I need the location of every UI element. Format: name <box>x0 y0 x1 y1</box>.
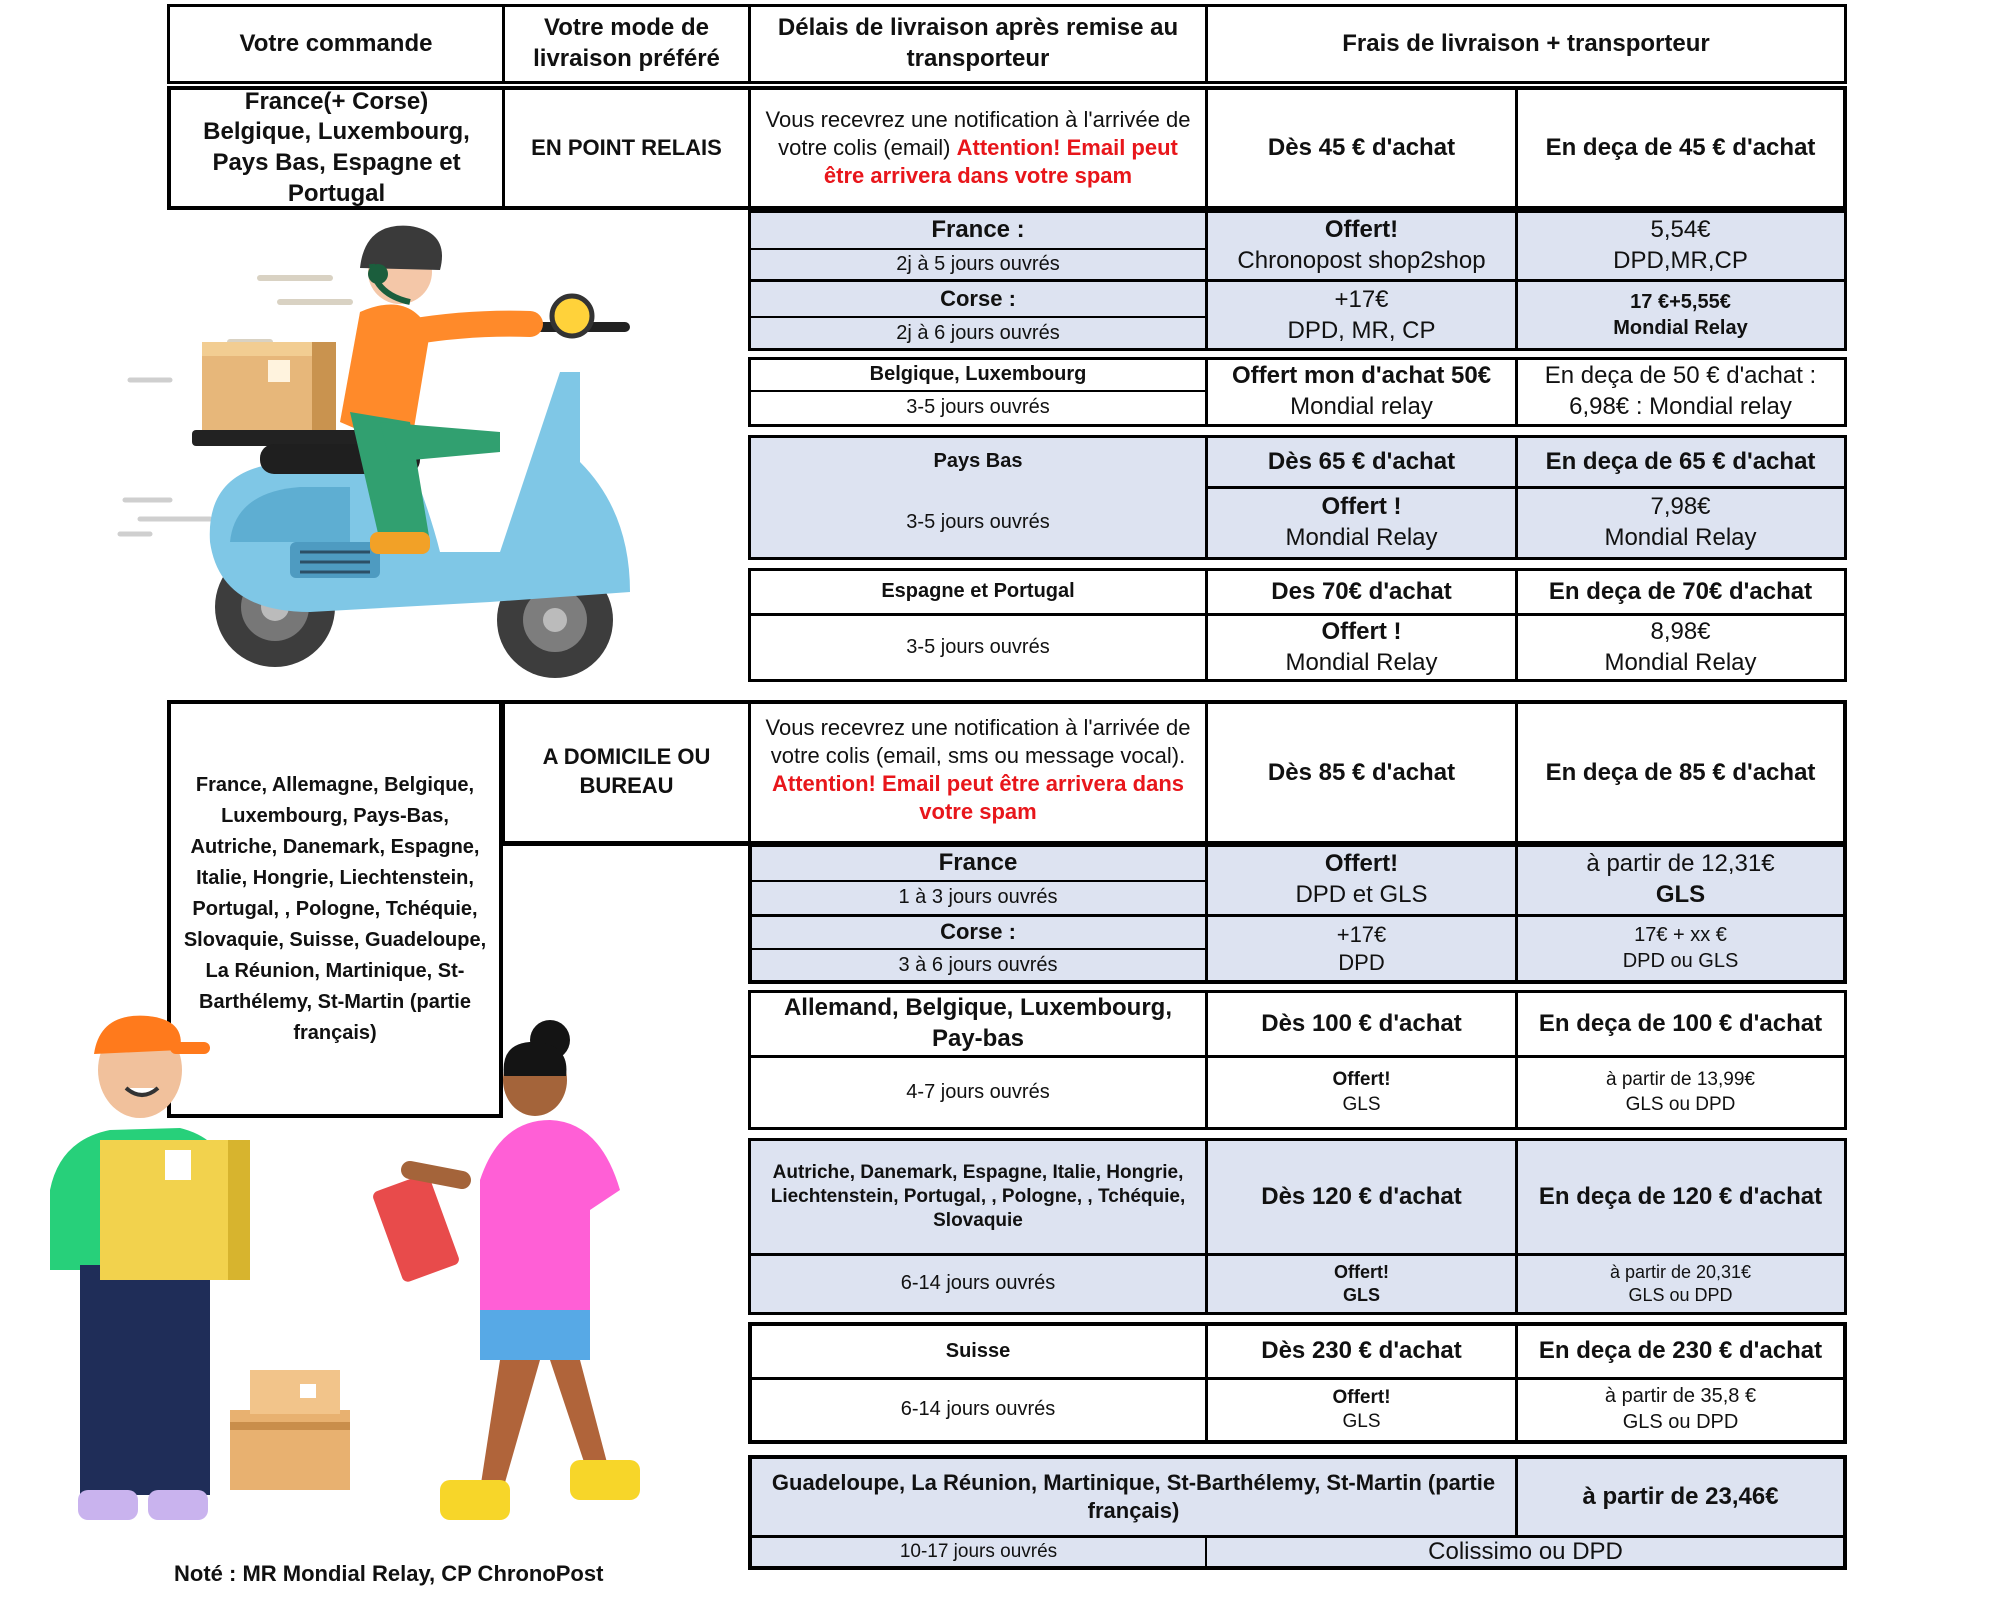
home-france-under-1: à partir de 12,31€ <box>1586 850 1775 878</box>
relay-be-over <box>1208 360 1515 424</box>
relay-es-col-over: Des 70€ d'achat <box>1271 577 1452 605</box>
home-de-over-2: GLS <box>1342 1093 1381 1115</box>
home-ch-under-1: à partir de 35,8 € <box>1604 1385 1757 1408</box>
home-france-over-1: Offert! <box>1324 850 1399 878</box>
home-corse-over <box>1208 917 1515 981</box>
relay-es-under-1: 8,98€ <box>1650 617 1711 645</box>
relay-nl-over-2: Mondial Relay <box>1285 524 1438 551</box>
home-dom-label: Guadeloupe, La Réunion, Martinique, St-Barthélemy, St-Martin (partie français) <box>771 1469 1496 1523</box>
home-notice <box>751 704 1205 842</box>
home-dom-carrier: Colissimo ou DPD <box>1428 1537 1623 1565</box>
relay-corse-under <box>1518 282 1843 349</box>
relay-france-under-1: 5,54€ <box>1650 215 1711 243</box>
relay-france-under <box>1518 212 1843 279</box>
parcel-handover-illustration <box>30 1010 650 1550</box>
header-order: Votre commande <box>239 29 433 57</box>
relay-france-over <box>1208 212 1515 279</box>
home-eu-col-under: En deça de 120 € d'achat <box>1538 1182 1823 1210</box>
relay-be-label: Belgique, Luxembourg <box>869 363 1087 386</box>
relay-es-over-1: Offert ! <box>1321 617 1402 645</box>
home-france-delay: 1 à 3 jours ouvrés <box>898 886 1058 909</box>
home-france-under-2: GLS <box>1655 881 1706 908</box>
relay-corse-over <box>1208 282 1515 349</box>
relay-be-under <box>1518 360 1843 424</box>
relay-notice <box>751 90 1205 206</box>
home-de-under-2: GLS ou DPD <box>1625 1093 1736 1115</box>
relay-corse-over-2: DPD, MR, CP <box>1287 316 1436 344</box>
relay-es-col-under: En deça de 70€ d'achat <box>1548 577 1813 605</box>
relay-nl-under <box>1518 489 1843 557</box>
home-france-over-2: DPD et GLS <box>1295 881 1428 908</box>
relay-be-over-1: Offert mon d'achat 50€ <box>1231 362 1492 390</box>
relay-france-over-1: Offert! <box>1324 215 1399 243</box>
relay-es-delay: 3-5 jours ouvrés <box>906 635 1050 658</box>
home-corse-under-2: DPD ou GLS <box>1622 950 1739 972</box>
relay-corse-delay: 2j à 6 jours ouvrés <box>896 321 1060 344</box>
home-eu-under <box>1518 1256 1843 1312</box>
home-de-delay: 4-7 jours ouvrés <box>906 1080 1050 1103</box>
relay-be-over-2: Mondial relay <box>1290 393 1433 420</box>
relay-nl-label: Pays Bas <box>933 450 1023 473</box>
footnote: Noté : MR Mondial Relay, CP ChronoPost <box>174 1561 604 1586</box>
home-de-under <box>1518 1058 1843 1127</box>
home-ch-col-over: Dès 230 € d'achat <box>1261 1337 1462 1365</box>
relay-nl-under-1: 7,98€ <box>1650 493 1711 521</box>
relay-corse-over-1: +17€ <box>1334 285 1389 313</box>
relay-be-under-1: En deça de 50 € d'achat : <box>1544 362 1817 390</box>
relay-corse-under-2: Mondial Relay <box>1613 316 1748 339</box>
relay-france-delay: 2j à 5 jours ouvrés <box>896 252 1060 275</box>
home-corse-over-2: DPD <box>1338 950 1385 975</box>
home-ch-over-2: GLS <box>1342 1411 1381 1432</box>
relay-nl-col-under: En deça de 65 € d'achat <box>1545 447 1816 475</box>
home-eu-col-over: Dès 120 € d'achat <box>1261 1182 1462 1210</box>
relay-nl-over-1: Offert ! <box>1321 493 1402 521</box>
relay-france-under-2: DPD,MR,CP <box>1613 246 1748 274</box>
header-fees: Frais de livraison + transporteur <box>1342 29 1710 57</box>
home-ch-delay: 6-14 jours ouvrés <box>900 1398 1056 1421</box>
relay-es-over-2: Mondial Relay <box>1285 648 1438 676</box>
header-delays: Délais de livraison après remise au transporteur <box>777 14 1179 72</box>
relay-countries: France(+ Corse) Belgique, Luxembourg, Pays Bas, Espagne et Portugal <box>203 87 470 207</box>
home-ch-col-under: En deça de 230 € d'achat <box>1538 1337 1823 1365</box>
relay-es-under <box>1518 616 1843 679</box>
home-col-over: Dès 85 € d'achat <box>1267 758 1456 786</box>
relay-col-over: Dès 45 € d'achat <box>1267 133 1456 161</box>
relay-corse-label: Corse : <box>940 285 1016 311</box>
relay-nl-over <box>1208 489 1515 557</box>
home-ch-label: Suisse <box>945 1339 1011 1362</box>
home-de-under-1: à partir de 13,99€ <box>1606 1069 1755 1091</box>
home-de-label: Allemand, Belgique, Luxembourg, Pay-bas <box>783 994 1173 1052</box>
home-notice-warning: Attention! Email peut être arrivera dans votre spam <box>772 771 1184 825</box>
home-corse-label: Corse : <box>940 919 1016 945</box>
home-france-over <box>1208 846 1515 914</box>
home-ch-over-1: Offert! <box>1332 1386 1391 1408</box>
relay-be-delay: 3-5 jours ouvrés <box>906 396 1050 419</box>
scooter-courier-illustration <box>110 212 650 702</box>
home-dom-delay: 10-17 jours ouvrés <box>899 1540 1058 1562</box>
relay-be-under-2: 6,98€ : Mondial relay <box>1569 393 1792 420</box>
home-notice-text: Vous recevrez une notification à l'arrivée de votre colis (email, sms ou message vocal). <box>765 715 1191 769</box>
relay-notice-warning: Attention! Email peut être arrivera dans votre spam <box>823 135 1178 189</box>
relay-es-label: Espagne et Portugal <box>881 580 1075 603</box>
home-eu-delay: 6-14 jours ouvrés <box>900 1272 1056 1295</box>
home-france-label: France <box>938 848 1018 876</box>
home-france-under <box>1518 846 1843 914</box>
relay-nl-delay: 3-5 jours ouvrés <box>906 511 1050 534</box>
home-col-under: En deça de 85 € d'achat <box>1545 758 1816 786</box>
relay-corse-under-1: 17 €+5,55€ <box>1630 290 1731 313</box>
home-eu-label: Autriche, Danemark, Espagne, Italie, Hongrie, Liechtenstein, Portugal, , Pologne, , Tchéquie, Slovaquie <box>770 1161 1186 1232</box>
home-mode: A DOMICILE OU BUREAU <box>542 744 711 798</box>
home-corse-delay: 3 à 6 jours ouvrés <box>898 953 1058 976</box>
home-de-over-1: Offert! <box>1332 1069 1391 1091</box>
relay-france-over-2: Chronopost shop2shop <box>1237 246 1486 274</box>
relay-es-over <box>1208 616 1515 679</box>
home-ch-under-2: GLS ou DPD <box>1622 1411 1739 1433</box>
home-eu-over <box>1208 1256 1515 1312</box>
home-corse-over-1: +17€ <box>1336 921 1387 947</box>
relay-france-label: France : <box>931 215 1025 243</box>
home-ch-under <box>1518 1380 1843 1440</box>
header-mode: Votre mode de livraison préféré <box>533 14 720 72</box>
relay-col-under: En deça de 45 € d'achat <box>1545 133 1816 161</box>
home-eu-over-1: Offert! <box>1334 1261 1389 1282</box>
home-eu-under-1: à partir de 20,31€ <box>1609 1261 1752 1282</box>
relay-notice-text: Vous recevrez une notification à l'arrivée de votre colis (email) <box>765 107 1191 161</box>
relay-nl-under-2: Mondial Relay <box>1604 524 1757 551</box>
home-corse-under-1: 17€ + xx € <box>1634 924 1727 947</box>
home-dom-price: à partir de 23,46€ <box>1582 1482 1779 1510</box>
home-de-over <box>1208 1058 1515 1127</box>
home-eu-under-2: GLS ou DPD <box>1628 1285 1733 1305</box>
relay-es-under-2: Mondial Relay <box>1604 648 1757 676</box>
home-countries: France, Allemagne, Belgique, Luxembourg, Pays-Bas, Autriche, Danemark, Espagne, Italie, Hongrie, Liechtenstein, Portugal, , Pologne, Tchéquie, Slovaquie, Suisse, Guadeloupe, La Réunion, Martinique, St-Barthélemy, St-Martin (partie français) <box>183 773 487 1044</box>
home-corse-under <box>1518 917 1843 981</box>
home-ch-over <box>1208 1380 1515 1440</box>
relay-mode: EN POINT RELAIS <box>531 134 722 160</box>
home-de-col-over: Dès 100 € d'achat <box>1261 1009 1462 1037</box>
home-de-col-under: En deça de 100 € d'achat <box>1538 1009 1823 1037</box>
home-eu-over-2: GLS <box>1342 1285 1380 1305</box>
relay-nl-col-over: Dès 65 € d'achat <box>1267 447 1456 475</box>
